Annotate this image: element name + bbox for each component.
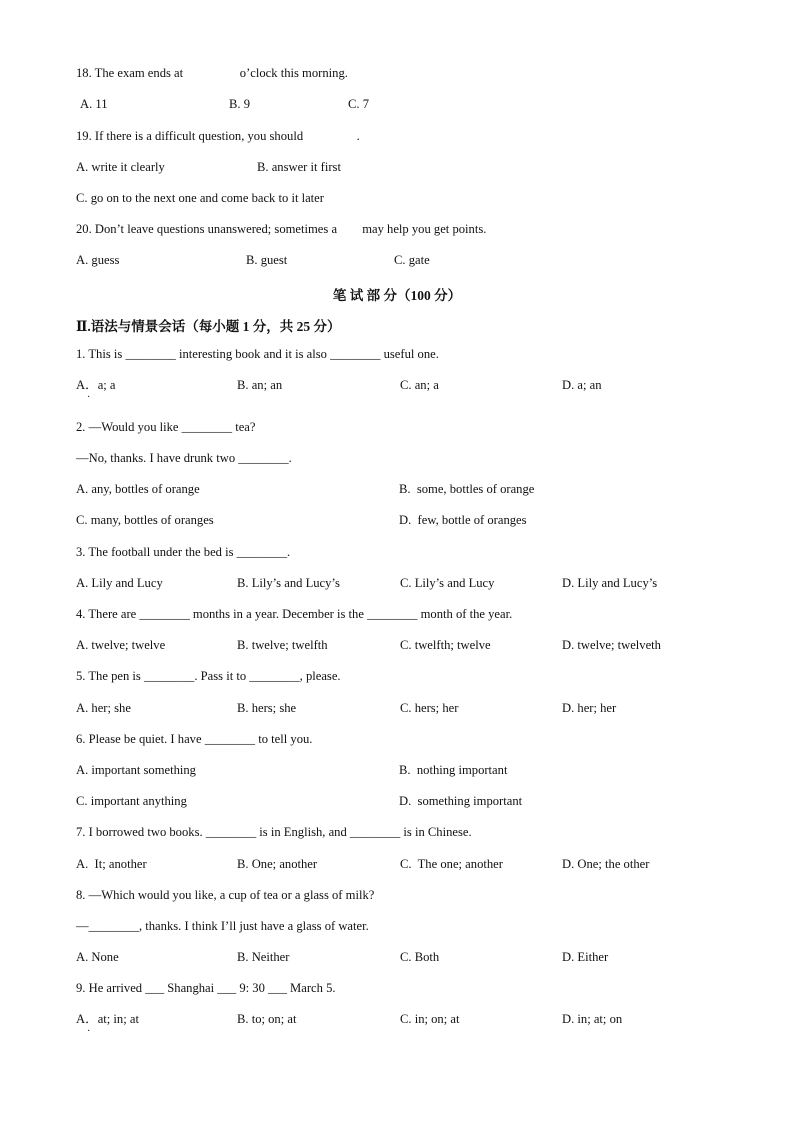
q8-option-d: D. Either <box>562 950 609 964</box>
q8-option-c: C. Both <box>400 950 440 964</box>
question-2-stem: 2. —Would you like ________ tea? <box>76 420 256 434</box>
q6-option-a: A. important something <box>76 763 196 777</box>
q4-option-d: D. twelve; twelveth <box>562 638 661 652</box>
question-1-stem: 1. This is ________ interesting book and it is also ________ useful one. <box>76 347 439 361</box>
question-6-stem: 6. Please be quiet. I have ________ to tell you. <box>76 732 313 746</box>
q18-option-b: B. 9 <box>229 97 250 111</box>
q6-option-b: B. nothing important <box>399 763 508 777</box>
q20-option-a: A. guess <box>76 253 120 267</box>
q19-option-a: A. write it clearly <box>76 160 165 174</box>
q7-option-b: B. One; another <box>237 857 318 871</box>
q1-option-a: A．a; a <box>76 378 116 392</box>
question-9-stem: 9. He arrived ___ Shanghai ___ 9: 30 ___ March 5. <box>76 981 336 995</box>
q9-option-b: B. to; on; at <box>237 1012 297 1026</box>
question-20-stem: 20. Don’t leave questions unanswered; sometimes a may help you get points. <box>76 222 487 236</box>
section-title: Ⅱ.语法与情景会话（每小题 1 分，共 25 分） <box>76 319 341 334</box>
q3-option-c: C. Lily’s and Lucy <box>400 576 495 590</box>
q20-option-c: C. gate <box>394 253 430 267</box>
written-section-heading: 笔 试 部 分（100 分） <box>332 288 462 303</box>
question-2-response: —No, thanks. I have drunk two ________. <box>76 451 292 465</box>
q9-option-c: C. in; on; at <box>400 1012 460 1026</box>
stray-dot-mark: · <box>87 392 91 403</box>
q6-option-d: D. something important <box>399 794 523 808</box>
q7-option-d: D. One; the other <box>562 857 650 871</box>
q3-option-a: A. Lily and Lucy <box>76 576 163 590</box>
q7-option-c: C. The one; another <box>400 857 503 871</box>
q19-option-c: C. go on to the next one and come back to it later <box>76 191 324 205</box>
q1-option-c: C. an; a <box>400 378 439 392</box>
q8-option-a: A. None <box>76 950 119 964</box>
question-4-stem: 4. There are ________ months in a year. December is the ________ month of the year. <box>76 607 513 621</box>
q6-option-c: C. important anything <box>76 794 187 808</box>
q7-option-a: A. It; another <box>76 857 147 871</box>
q2-option-b: B. some, bottles of orange <box>399 482 535 496</box>
q1-option-b: B. an; an <box>237 378 283 392</box>
question-19-stem: 19. If there is a difficult question, you should . <box>76 129 360 143</box>
q19-option-b: B. answer it first <box>257 160 341 174</box>
q18-option-c: C. 7 <box>348 97 369 111</box>
q4-option-b: B. twelve; twelfth <box>237 638 328 652</box>
q5-option-b: B. hers; she <box>237 701 297 715</box>
q8-option-b: B. Neither <box>237 950 290 964</box>
question-3-stem: 3. The football under the bed is ________. <box>76 545 291 559</box>
q2-option-a: A. any, bottles of orange <box>76 482 200 496</box>
q5-option-a: A. her; she <box>76 701 131 715</box>
q4-option-c: C. twelfth; twelve <box>400 638 491 652</box>
q2-option-d: D. few, bottle of oranges <box>399 513 527 527</box>
q9-option-a: A．at; in; at <box>76 1012 139 1026</box>
q9-option-d: D. in; at; on <box>562 1012 623 1026</box>
question-7-stem: 7. I borrowed two books. ________ is in English, and ________ is in Chinese. <box>76 825 472 839</box>
question-18-stem: 18. The exam ends at o’clock this morning. <box>76 66 348 80</box>
q20-option-b: B. guest <box>246 253 288 267</box>
q18-option-a: A. 11 <box>80 97 108 111</box>
question-5-stem: 5. The pen is ________. Pass it to ________, please. <box>76 669 341 683</box>
stray-dot-mark: · <box>87 1026 91 1037</box>
question-8-response: —________, thanks. I think I’ll just have a glass of water. <box>76 919 369 933</box>
q5-option-d: D. her; her <box>562 701 617 715</box>
question-8-stem: 8. —Which would you like, a cup of tea or a glass of milk? <box>76 888 375 902</box>
q1-option-d: D. a; an <box>562 378 602 392</box>
q3-option-d: D. Lily and Lucy’s <box>562 576 658 590</box>
q3-option-b: B. Lily’s and Lucy’s <box>237 576 340 590</box>
q5-option-c: C. hers; her <box>400 701 459 715</box>
q2-option-c: C. many, bottles of oranges <box>76 513 214 527</box>
q4-option-a: A. twelve; twelve <box>76 638 166 652</box>
